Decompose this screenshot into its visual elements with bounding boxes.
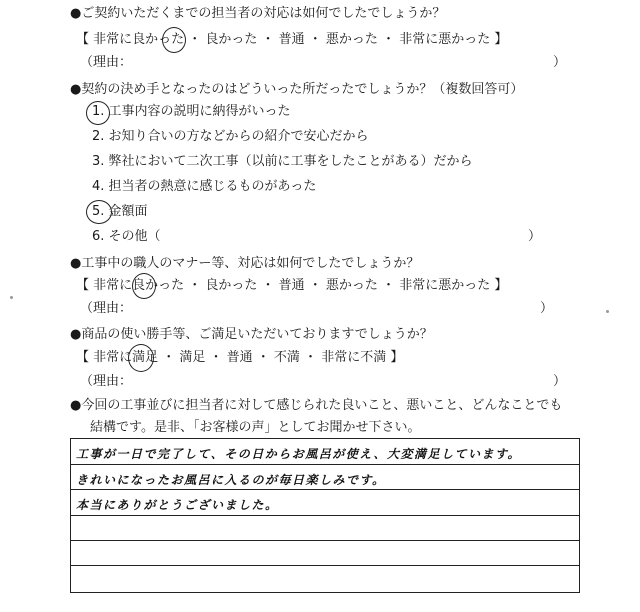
handwritten-answer-3: 本当にありがとうございました。 bbox=[76, 498, 279, 512]
question-1: ●ご契約いただくまでの担当者の対応は如何でしたでしょうか？ bbox=[70, 6, 446, 21]
option-item-2: 2. お知り合いの方などからの紹介で安心だから bbox=[92, 129, 369, 144]
handwritten-answer-1: 工事が一日で完了して、その日からお風呂が使え、大変満足しています。 bbox=[76, 447, 522, 461]
selected-circle-option-1 bbox=[86, 101, 110, 125]
option-item-1: 1. 工事内容の説明に納得がいった bbox=[92, 104, 291, 119]
handwritten-answer-2: きれいになったお風呂に入るのが毎日楽しみです。 bbox=[76, 473, 386, 487]
ruled-line bbox=[71, 565, 579, 566]
option-item-5: 5. 金額面 bbox=[92, 204, 148, 219]
selected-circle-q1 bbox=[162, 27, 186, 53]
question-4-reason-label: （理由： bbox=[80, 374, 133, 389]
question-4-reason-close: ） bbox=[553, 374, 567, 389]
selected-circle-option-5 bbox=[86, 200, 112, 224]
question-5-line-1: ●今回の工事並びに担当者に対して感じられた良いこと、悪いこと、どんなことでも bbox=[70, 398, 563, 413]
option-item-6-close: ） bbox=[528, 229, 542, 244]
question-1-options: 【 非常に良かった ・ 良かった ・ 普通 ・ 悪かった ・ 非常に悪かった 】 bbox=[76, 32, 508, 47]
question-4-options: 【 非常に満足 ・ 満足 ・ 普通 ・ 不満 ・ 非常に不満 】 bbox=[76, 350, 404, 365]
question-4: ●商品の使い勝手等、ご満足いただいておりますでしょうか？ bbox=[70, 327, 433, 342]
scan-speck bbox=[606, 310, 609, 313]
question-3: ●工事中の職人のマナー等、対応は如何でしたでしょうか？ bbox=[70, 256, 420, 271]
scan-speck bbox=[10, 296, 13, 299]
question-1-reason-close: ） bbox=[553, 55, 567, 70]
ruled-line bbox=[71, 540, 579, 541]
option-item-4: 4. 担当者の熱意に感じるものがあった bbox=[92, 179, 317, 194]
selected-circle-q4 bbox=[128, 344, 154, 372]
ruled-line bbox=[71, 464, 579, 465]
question-3-reason-close: ） bbox=[540, 301, 554, 316]
selected-circle-q3 bbox=[132, 273, 156, 299]
question-3-reason-label: （理由： bbox=[80, 301, 133, 316]
ruled-line bbox=[71, 489, 579, 490]
question-5-line-2: 結構です。是非、「お客様の声」としてお聞かせ下さい。 bbox=[90, 420, 421, 435]
ruled-line bbox=[71, 515, 579, 516]
option-item-3: 3. 弊社において二次工事（以前に工事をしたことがある）だから bbox=[92, 154, 473, 169]
option-item-6: 6. その他（ bbox=[92, 229, 161, 244]
question-1-reason-label: （理由： bbox=[80, 55, 133, 70]
question-3-options: 【 非常に良かった ・ 良かった ・ 普通 ・ 悪かった ・ 非常に悪かった 】 bbox=[76, 278, 508, 293]
question-2: ●契約の決め手となったのはどういった所だったでしょうか？（複数回答可） bbox=[70, 82, 524, 97]
